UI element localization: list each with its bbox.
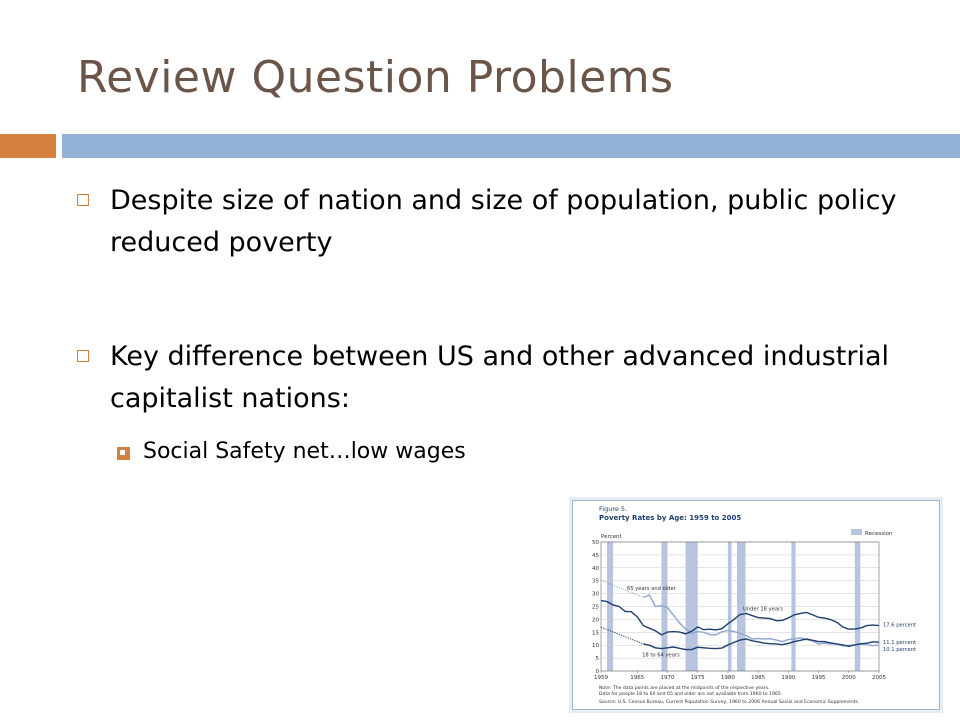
bullet-text: Despite size of nation and size of population, public policy reduced poverty xyxy=(110,185,897,258)
y-tick-label: 30 xyxy=(592,591,599,598)
series-name-label: 65 years and older xyxy=(626,586,676,593)
sub-bullet-text: Social Safety net…low wages xyxy=(143,439,466,464)
y-tick-label: 5 xyxy=(595,656,599,663)
source-line: Source: U.S. Census Bureau, Current Population Survey, 1960 to 2006 Annual Social and Economic Supplements. xyxy=(599,700,860,705)
slide-title: Review Question Problems xyxy=(77,52,674,103)
bullet-item xyxy=(77,336,917,426)
y-tick-label: 0 xyxy=(595,669,599,675)
title-underline-accent xyxy=(0,134,56,158)
x-tick-label: 1965 xyxy=(630,675,645,681)
x-tick-label: 2000 xyxy=(841,675,856,681)
title-underline-bar xyxy=(62,134,960,158)
x-tick-label: 1959 xyxy=(594,675,608,681)
bullet-item xyxy=(77,180,917,270)
y-tick-label: 15 xyxy=(592,630,599,637)
y-tick-label: 40 xyxy=(592,565,599,572)
figure-label: Figure 5. xyxy=(599,505,628,513)
series-end-label: 10.1 percent xyxy=(883,647,917,654)
note-line: Data for people 18 to 64 and 65 and older are not available from 1960 to 1965. xyxy=(599,692,783,697)
series-end-label: 11.1 percent xyxy=(883,639,917,646)
y-tick-label: 35 xyxy=(592,578,599,585)
series-end-label: 17.6 percent xyxy=(883,622,917,629)
x-tick-label: 1975 xyxy=(690,675,705,681)
x-tick-label: 1980 xyxy=(720,675,735,681)
note-line: Note: The data points are placed at the midpoints of the respective years. xyxy=(599,686,770,691)
poverty-chart xyxy=(573,501,939,709)
y-tick-label: 25 xyxy=(592,604,599,611)
sub-bullet-square-icon xyxy=(117,447,130,460)
y-axis-label: Percent xyxy=(601,534,622,540)
legend-label: Recession xyxy=(865,531,893,537)
series-name-label: 18 to 64 years xyxy=(642,652,680,659)
poverty-rates-figure xyxy=(572,500,940,710)
y-tick-label: 20 xyxy=(592,617,599,624)
y-tick-label: 10 xyxy=(592,643,599,650)
bullet-text: Key difference between US and other advanced industrial capitalist nations: xyxy=(110,341,890,414)
x-tick-label: 1970 xyxy=(660,675,675,681)
bullet-square-icon xyxy=(77,194,89,206)
x-tick-label: 1995 xyxy=(811,675,826,681)
x-tick-label: 1985 xyxy=(751,675,766,681)
x-tick-label: 1990 xyxy=(781,675,796,681)
chart-title: Poverty Rates by Age: 1959 to 2005 xyxy=(599,514,742,522)
y-tick-label: 45 xyxy=(592,552,599,559)
series-line xyxy=(643,595,879,646)
x-tick-label: 2005 xyxy=(872,675,886,681)
y-tick-label: 50 xyxy=(592,540,599,546)
bullet-square-icon xyxy=(77,350,89,362)
legend-swatch xyxy=(851,529,862,535)
series-line xyxy=(643,639,879,650)
series-name-label: Under 18 years xyxy=(743,606,783,613)
